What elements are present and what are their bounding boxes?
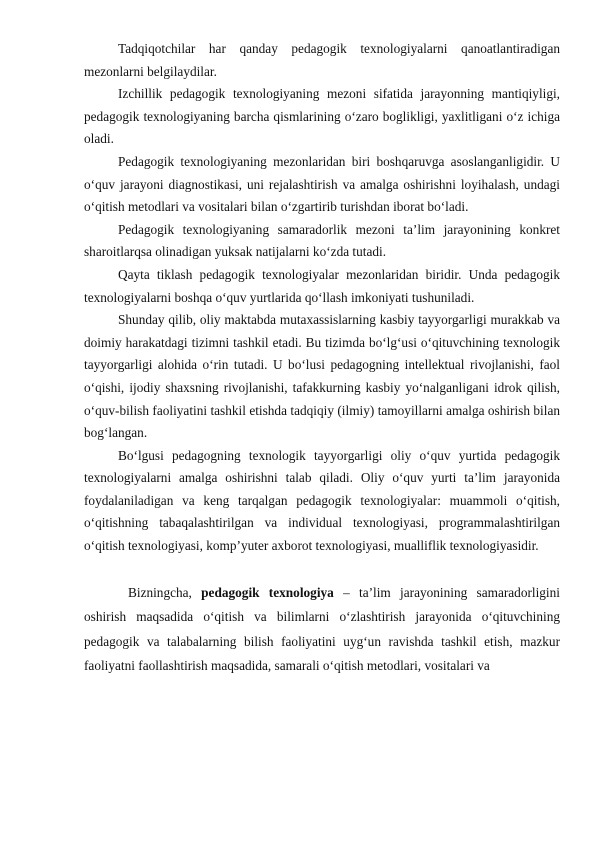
paragraph-criteria-intro: Tadqiqotchilar har qanday pedagogik texnologiyalarni qanoatlantiradigan mezonlarni belgilaydilar.	[84, 41, 560, 79]
definition-term: pedagogik texnologiya	[201, 584, 334, 600]
paragraph-professional-training: Shunday qilib, oliy maktabda mutaxassislarning kasbiy tayyorgarligi murakkab va doimiy harakatdagi tizimni tashkil etadi. Bu tizimda bo‘lg‘usi o‘qituvchining texnologik tayyorgarligi alohida o‘rin tutadi. U bo‘lusi pedagogning intellektual rivojlanishi, faol o‘qishi, ijodiy shaxsning rivojlanishi, tafakkurning kasbiy yo‘nalganligani idrok qilish, o‘quv-bilish faoliyatini tashkil etishda tadqiqiy (ilmiy) tamoyillarni amalga oshirish bilan bog‘langan.	[84, 312, 560, 441]
definition-text: – ta’lim jarayonining samaradorligini oshirish maqsadida o‘qitish va bilimlarni o‘zlashtirish jarayonida o‘qituvchining pedagogik va talabalarning bilish faoliyatini uyg‘un ravishda tashkil etish, mazkur faoliyatni faollashtirish maqsadida, samarali o‘qitish metodlari, vositalari va	[84, 584, 560, 674]
paragraph-reproducibility-criterion: Qayta tiklash pedagogik texnologiyalar mezonlaridan biridir. Unda pedagogik texnologiyalarni boshqa o‘quv yurtlarida qo‘llash imkoniyati tushuniladi.	[84, 266, 560, 305]
paragraph-technological-readiness: Bo‘lgusi pedagogning texnologik tayyorgarligi oliy o‘quv yurtida pedagogik texnologiyalarni amalga oshirishni talab qiladi. Oliy o‘quv yurti ta’lim jarayonida foydalaniladigan va keng tarqalgan pedagogik texnologiyalar: muammoli o‘qitish, o‘qitishning tabaqalashtirilgan va individual texnologiyasi, programmalashtirilgan o‘qitish texnologiyasi, komp’yuter axborot texnologiyasi, mualliflik texnologiyasidir.	[84, 447, 560, 554]
paragraph-spacer	[84, 558, 560, 581]
paragraph-consistency-criterion: Izchillik pedagogik texnologiyaning mezoni sifatida jarayonning mantiqiyligi, pedagogik texnologiyaning barcha qismlarining o‘zaro boglikligi, yaxlitligani o‘z ichiga oladi.	[84, 86, 560, 147]
document-page	[84, 38, 560, 679]
definition-lead: Bizningcha,	[128, 584, 202, 600]
paragraph-efficiency-criterion: Pedagogik texnologiyaning samaradorlik mezoni ta’lim jarayonining konkret sharoitlarqsa olinadigan yuksak natijalarni ko‘zda tutadi.	[84, 221, 560, 260]
paragraph-manageability-criterion: Pedagogik texnologiyaning mezonlaridan biri boshqaruvga asoslanganligidir. U o‘quv jarayoni diagnostikasi, uni rejalashtirish va amalga oshirishni loyihalash, undagi o‘qitish metodlari va vositalari bilan o‘zgartirib turishdan iborat bo‘ladi.	[84, 153, 560, 215]
paragraph-definition	[84, 581, 560, 679]
